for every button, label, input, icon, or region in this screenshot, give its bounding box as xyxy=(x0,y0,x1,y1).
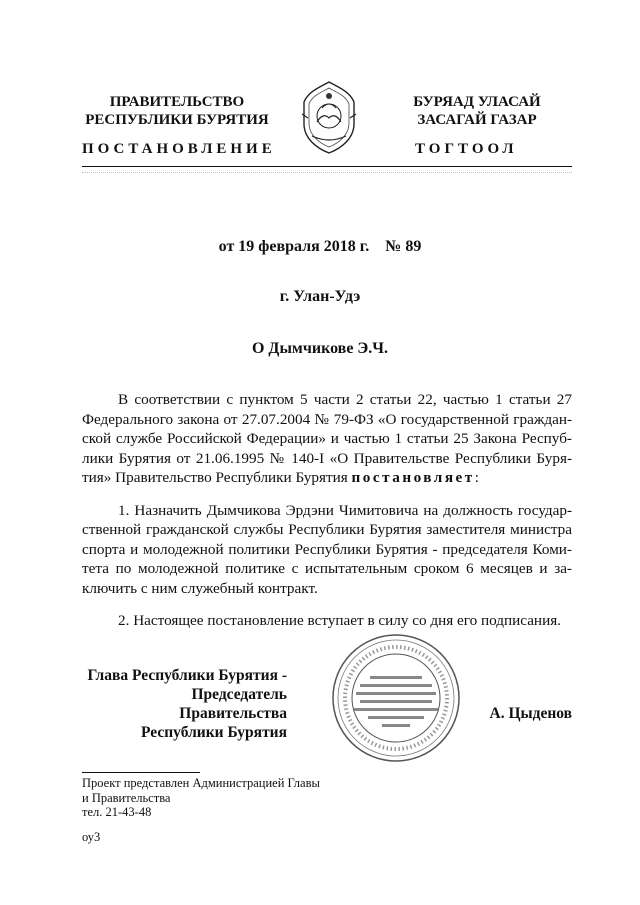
signatory-title xyxy=(82,666,287,742)
document-number: № 89 xyxy=(385,238,422,255)
item-1-paragraph: 1. Назначить Дымчикова Эрдэни Чимитовича на должность государ-ственной гражданской службы Республики Бурятия заместителя министра спорта и молодежной политики Республики Бурятия - председателя Коми-тета по молодежной политике с испытательным сроком 6 месяцев и за-ключить с ним служебный контракт. xyxy=(82,501,572,597)
footer-code: оу3 xyxy=(82,829,101,844)
header-right-line1: БУРЯАД УЛАСАЙ xyxy=(413,94,541,110)
signatory-name: А. Цыденов xyxy=(489,705,572,722)
resolves-colon: : xyxy=(474,469,479,486)
header-left xyxy=(82,93,272,129)
header-left-line1: ПРАВИТЕЛЬСТВО xyxy=(109,94,245,110)
document-city: г. Улан-Удэ xyxy=(279,288,361,305)
preamble-paragraph xyxy=(82,390,572,488)
item-2-paragraph: 2. Настоящее постановление вступает в силу со дня его подписания. xyxy=(118,612,561,629)
footer-line2: и Правительства xyxy=(82,790,171,805)
coat-of-arms-emblem xyxy=(298,78,360,156)
document-date-number xyxy=(0,238,640,256)
header-rule xyxy=(82,166,572,167)
header-right-line2: ЗАСАГАЙ ГАЗАР xyxy=(417,112,537,128)
signatory-title-line2: Председатель Правительства xyxy=(179,686,287,722)
official-seal xyxy=(330,632,462,764)
preamble-text: В соответствии с пунктом 5 части 2 статьи 22, частью 1 статьи 27 Федерального закона от 27.07.2004 № 79-ФЗ «О государственной граждан-ской службе Российской Федерации» и частью 1 статьи 25 Закона Респуб-лики Бурятия от 21.06.1995 № 140-I «О Правительстве Республики Буря-тия» Правительство Республики Бурятия xyxy=(82,391,572,486)
document-date: от 19 февраля 2018 г. xyxy=(218,238,370,255)
document-type-right: ТОГТООЛ xyxy=(415,141,518,157)
document-body xyxy=(82,390,572,631)
document-title: О Дымчикове Э.Ч. xyxy=(251,340,389,357)
header-right xyxy=(382,93,572,129)
resolves-word: постановляет xyxy=(351,469,475,486)
document-type-left: ПОСТАНОВЛЕНИЕ xyxy=(82,141,276,157)
header-dotted-rule xyxy=(82,172,572,173)
signatory-title-line3: Республики Бурятия xyxy=(141,724,287,741)
header-left-line2: РЕСПУБЛИКИ БУРЯТИЯ xyxy=(85,112,269,128)
footer-phone: тел. 21-43-48 xyxy=(82,805,152,819)
footer-rule xyxy=(82,772,200,773)
footer-line1: Проект представлен Администрацией Главы xyxy=(82,776,320,790)
footer-note xyxy=(82,776,402,844)
signatory-title-line1: Глава Республики Бурятия - xyxy=(87,667,287,684)
